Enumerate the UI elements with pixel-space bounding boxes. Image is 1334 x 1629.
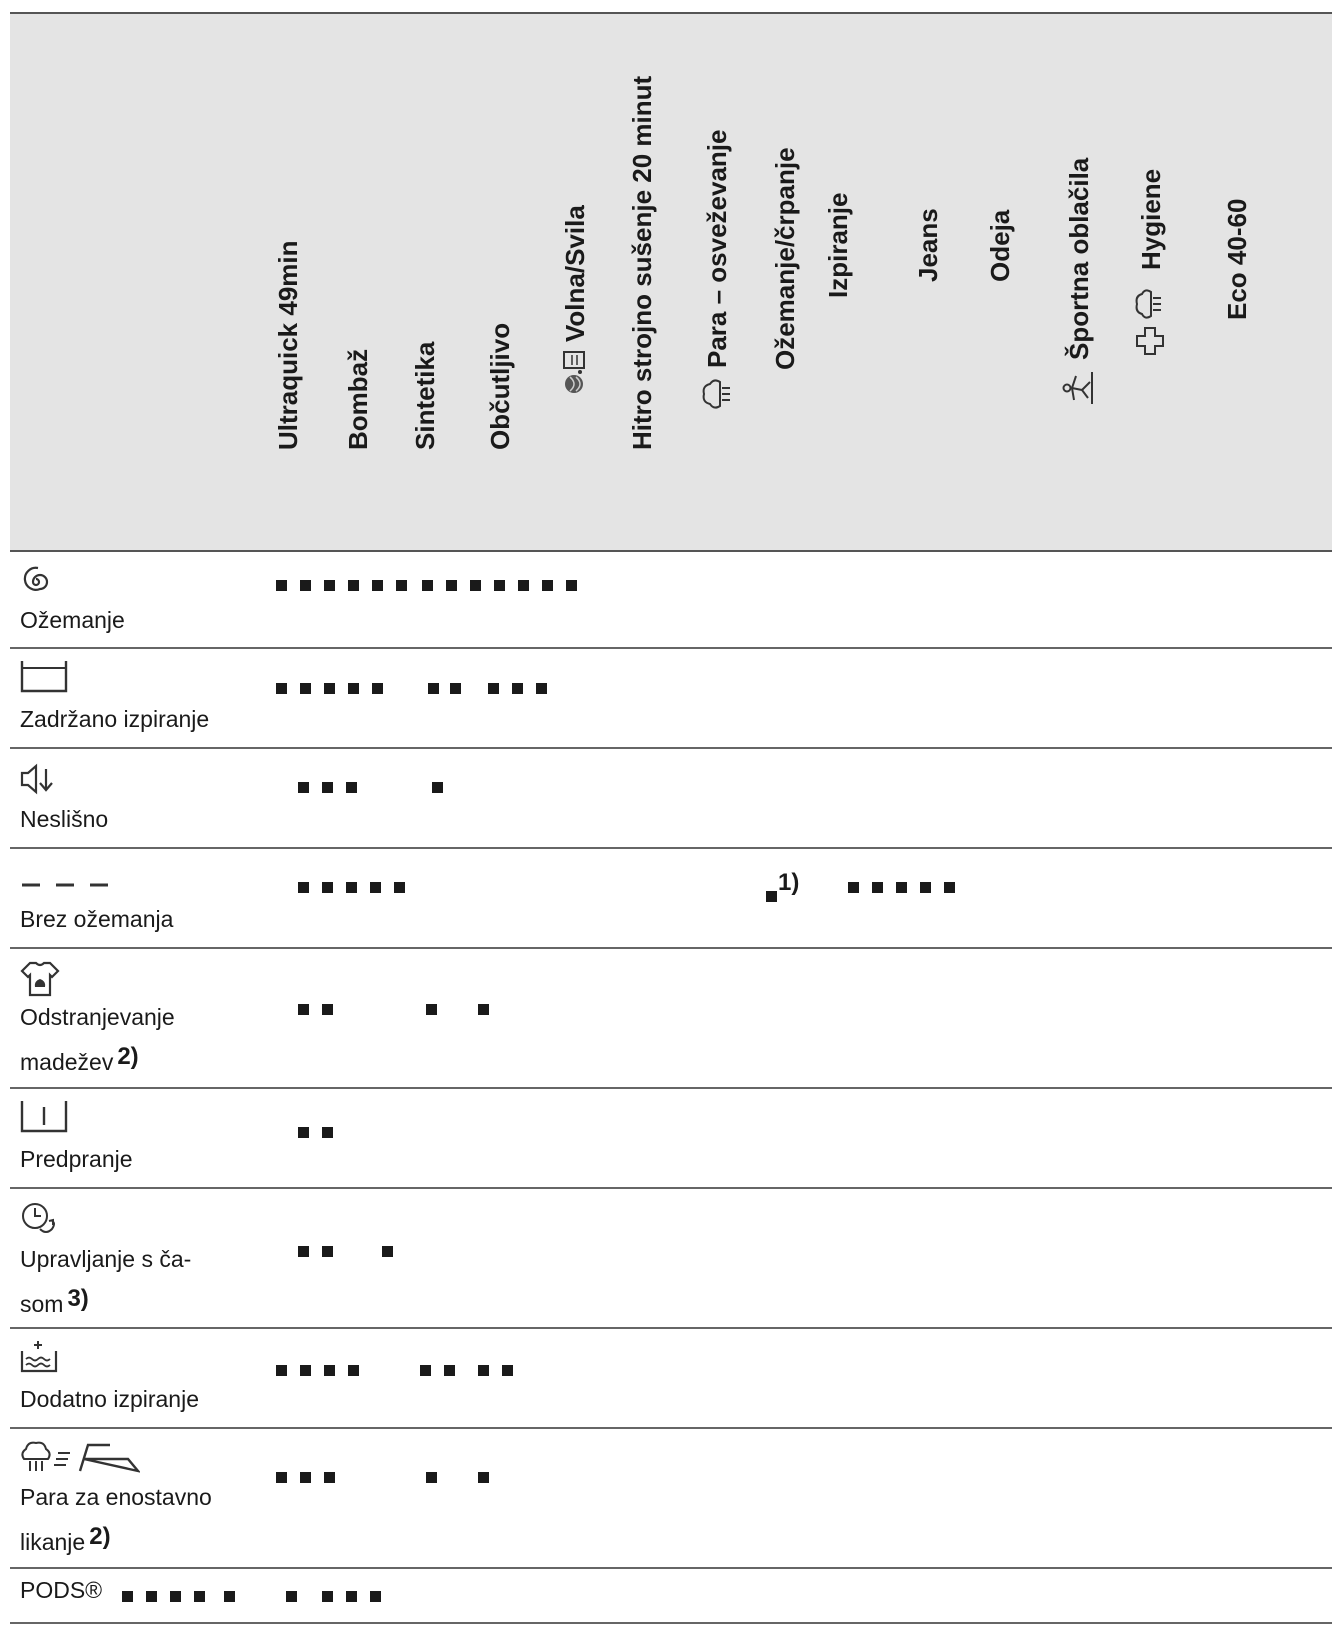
column-header-jeans: Jeans: [913, 208, 943, 282]
option-dot: [322, 1004, 333, 1015]
option-dot: [444, 1365, 455, 1376]
option-dot: [276, 1365, 287, 1376]
column-header-obcutljivo: Občutljivo: [485, 322, 515, 450]
option-dot: [470, 580, 481, 591]
option-dot: [346, 882, 357, 893]
option-dot: [322, 1591, 333, 1602]
table-row-dodatno-izpiranje: [10, 1329, 1332, 1429]
option-dot: [450, 683, 461, 694]
rinse-hold-icon: [20, 659, 70, 700]
option-dot: [324, 580, 335, 591]
option-dot: [372, 580, 383, 591]
row-label-continued: likanje $^{2)}$: [20, 1523, 111, 1555]
option-dot: [298, 1004, 309, 1015]
option-dot: [322, 882, 333, 893]
option-dot: [300, 683, 311, 694]
row-label: Para za enostavno: [20, 1484, 212, 1510]
column-header-para-osvezevanje: Para – osveževanje: [700, 130, 738, 413]
option-dot: [346, 782, 357, 793]
option-dot: [276, 1472, 287, 1483]
row-label: Dodatno izpiranje: [20, 1386, 200, 1412]
option-dot: [478, 1004, 489, 1015]
footnote-marker: 1): [778, 869, 800, 896]
table-row-odstranjevanje-madezev: [10, 949, 1332, 1089]
option-dot: [298, 782, 309, 793]
no-spin-icon: [20, 877, 110, 895]
option-dot: [146, 1591, 157, 1602]
option-dot: [170, 1591, 181, 1602]
table-row-ozemanje: [10, 552, 1332, 649]
row-label: Odstranjevanje: [20, 1004, 175, 1030]
steam-iron-icon: [20, 1439, 140, 1480]
option-dot: [848, 882, 859, 893]
option-dot: [872, 882, 883, 893]
option-dot: [396, 580, 407, 591]
option-dot: [478, 1365, 489, 1376]
option-dot: [370, 882, 381, 893]
option-dot: [348, 1365, 359, 1376]
option-dot: [394, 882, 405, 893]
footnote-marker: 3): [67, 1285, 89, 1312]
row-label: Predpranje: [20, 1146, 133, 1172]
table-row-zadrzano-izpiranje: [10, 649, 1332, 749]
option-dot: [502, 1365, 513, 1376]
option-dot: [766, 891, 777, 902]
option-dot: [300, 1472, 311, 1483]
table-row-pods: [10, 1569, 1332, 1624]
row-label: Brez ožemanja: [20, 906, 174, 932]
option-dot: [122, 1591, 133, 1602]
spin-icon: [20, 566, 52, 603]
hygiene-icon: [1133, 278, 1173, 358]
silent-icon: [20, 763, 60, 800]
table-row-neslisno: [10, 749, 1332, 849]
option-dot: [298, 1246, 309, 1257]
wool-silk-icon: [558, 350, 596, 394]
column-header-hitro-susenje: Hitro strojno sušenje 20 minut: [627, 75, 657, 450]
extra-rinse-icon: [20, 1339, 60, 1380]
option-dot: [494, 580, 505, 591]
option-dot: [322, 1246, 333, 1257]
option-dot: [370, 1591, 381, 1602]
row-label: Zadržano izpiranje: [20, 706, 210, 732]
row-label-continued: som $^{3)}$: [20, 1285, 89, 1317]
option-dot: [446, 580, 457, 591]
column-header-bombaz: Bombaž: [343, 348, 373, 450]
table-header: [10, 12, 1332, 552]
option-dot: [348, 580, 359, 591]
option-dot: [944, 882, 955, 893]
option-dot: [298, 1127, 309, 1138]
option-dot: [276, 580, 287, 591]
row-label-continued: madežev $^{2)}$: [20, 1043, 139, 1075]
footnote-marker: 2): [89, 1523, 111, 1550]
option-dot: [348, 683, 359, 694]
option-dot: [324, 1365, 335, 1376]
option-dot: [478, 1472, 489, 1483]
option-dot: [488, 683, 499, 694]
column-header-ultraquick: Ultraquick 49min: [273, 240, 303, 450]
option-dot: [322, 1127, 333, 1138]
option-dot: [346, 1591, 357, 1602]
option-dot: [426, 1472, 437, 1483]
column-header-eco: Eco 40-60: [1222, 198, 1252, 320]
column-header-hygiene: Hygiene: [1133, 169, 1173, 358]
column-header-odeja: Odeja: [985, 209, 1015, 282]
row-label: Neslišno: [20, 806, 109, 832]
sport-icon: [1062, 368, 1100, 408]
option-dot: [298, 882, 309, 893]
column-header-volna-svila: Volna/Svila: [558, 205, 596, 394]
row-label: PODS®: [20, 1577, 103, 1603]
option-dot: [324, 683, 335, 694]
option-dot: [566, 580, 577, 591]
option-dot: [276, 683, 287, 694]
prewash-icon: [20, 1099, 70, 1140]
option-dot: [432, 782, 443, 793]
column-header-izpiranje: Izpiranje: [823, 192, 853, 298]
option-dot: [428, 683, 439, 694]
table-row-predpranje: [10, 1089, 1332, 1189]
option-dot: [426, 1004, 437, 1015]
option-dot: [322, 782, 333, 793]
option-dot: [224, 1591, 235, 1602]
option-dot: [518, 580, 529, 591]
option-dot: [536, 683, 547, 694]
table-row-brez-ozemanja: [10, 849, 1332, 949]
option-dot: [542, 580, 553, 591]
option-dot: [512, 683, 523, 694]
option-dot: [300, 1365, 311, 1376]
option-dot: [382, 1246, 393, 1257]
footnote-marker: 2): [117, 1043, 139, 1070]
option-dot: [300, 580, 311, 591]
programme-options-table: [10, 12, 1332, 1627]
column-header-ozemanje-crpanje: Ožemanje/črpanje: [770, 147, 800, 370]
table-row-upravljanje-s-casom: [10, 1189, 1332, 1329]
option-dot: [920, 882, 931, 893]
row-label: Upravljanje s ča-: [20, 1246, 192, 1272]
option-dot: [420, 1365, 431, 1376]
column-header-sintetika: Sintetika: [410, 341, 440, 450]
option-dot: [194, 1591, 205, 1602]
option-dot: [372, 683, 383, 694]
option-dot: [324, 1472, 335, 1483]
time-manager-icon: [20, 1201, 60, 1242]
row-label: Ožemanje: [20, 607, 125, 633]
option-dot: [896, 882, 907, 893]
steam-icon: [700, 376, 738, 412]
option-dot: [286, 1591, 297, 1602]
table-row-para-za-enostavno-likanje: [10, 1429, 1332, 1569]
option-dot: [422, 580, 433, 591]
column-header-sportna-oblacila: Športna oblačila: [1062, 158, 1100, 408]
stain-icon: [20, 961, 60, 1002]
